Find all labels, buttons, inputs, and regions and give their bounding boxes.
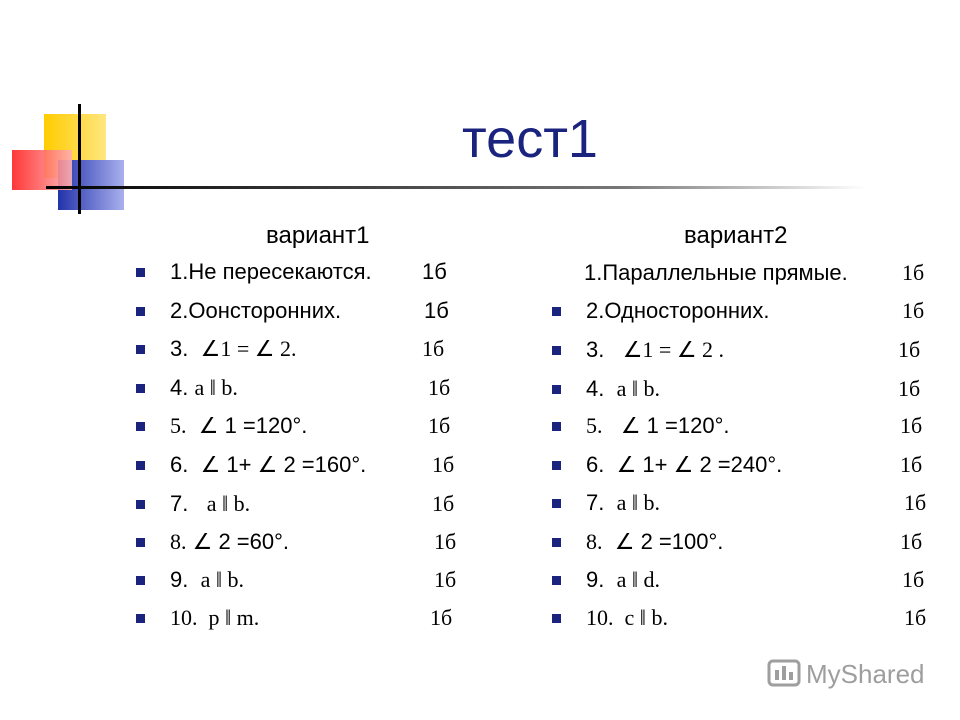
bullet-icon <box>552 538 561 547</box>
item-text: ∠ 1+ ∠ 2 =160°. <box>200 452 367 477</box>
item-points: 1б <box>424 298 449 323</box>
item-points: 1б <box>900 452 923 477</box>
item-text: ∠ 2 =60°. <box>192 529 290 554</box>
item-number: 3. <box>586 337 605 362</box>
item-number: 1. <box>170 259 189 284</box>
item-number: 9. <box>586 567 605 592</box>
variant2-heading: вариант2 <box>684 222 788 249</box>
item-text: a ‖ b. <box>206 491 251 516</box>
item-number: 10. <box>170 605 198 630</box>
item-number: 1. <box>584 260 603 285</box>
item-points: 1б <box>902 567 925 592</box>
item-number: 5. <box>170 413 187 438</box>
item-text: ∠ 1+ ∠ 2 =240°. <box>616 452 783 477</box>
bullet-icon <box>552 307 561 316</box>
item-text: p ‖ m. <box>208 605 260 630</box>
item-text: ∠ 2 =100°. <box>614 529 724 554</box>
item-text: Односторонних. <box>604 298 770 323</box>
item-number: 8. <box>586 529 603 554</box>
item-number: 6. <box>586 452 605 477</box>
item-number: 7. <box>586 490 605 515</box>
item-points: 1б <box>900 529 923 554</box>
item-number: 2. <box>586 298 605 323</box>
item-text: Оонсторонних. <box>188 298 342 323</box>
item-text: a ‖ d. <box>616 567 661 592</box>
bullet-icon <box>136 500 145 509</box>
item-number: 6. <box>170 452 189 477</box>
item-points: 1б <box>898 337 921 362</box>
item-points: 1б <box>428 413 451 438</box>
variant1-heading: вариант1 <box>266 222 370 249</box>
item-points: 1б <box>428 375 451 400</box>
bullet-icon <box>136 384 145 393</box>
item-text: a ‖ b. <box>616 490 661 515</box>
item-number: 3. <box>170 336 189 361</box>
bullet-icon <box>136 538 145 547</box>
slide-title: тест1 <box>462 109 598 169</box>
item-number: 4. <box>586 376 605 401</box>
item-text: ∠ 1 =120°. <box>198 413 308 438</box>
item-text: Параллельные прямые. <box>602 260 848 285</box>
item-points: 1б <box>422 336 445 361</box>
item-number: 4. <box>170 375 189 400</box>
item-points: 1б <box>902 298 925 323</box>
item-number: 2. <box>170 298 189 323</box>
bullet-icon <box>552 614 561 623</box>
bullet-icon <box>552 461 561 470</box>
item-number: 5. <box>586 413 603 438</box>
bullet-icon <box>136 345 145 354</box>
item-text: ∠1 = ∠ 2. <box>200 336 297 361</box>
bullet-icon <box>552 499 561 508</box>
bullet-icon <box>552 576 561 585</box>
bullet-icon <box>136 307 145 316</box>
watermark-text: MyShared <box>806 658 925 689</box>
item-text: Не пересекаются. <box>188 259 372 284</box>
item-text: ∠1 = ∠ 2 . <box>622 337 725 362</box>
item-text: a ‖ b. <box>616 376 661 401</box>
bullet-icon <box>552 385 561 394</box>
bullet-icon <box>552 346 561 355</box>
watermark <box>766 656 925 692</box>
item-points: 1б <box>430 605 453 630</box>
bullet-icon <box>136 422 145 431</box>
item-text: ∠ 1 =120°. <box>620 413 730 438</box>
bullet-icon <box>136 268 145 277</box>
bullet-icon <box>552 422 561 431</box>
item-points: 1б <box>432 452 455 477</box>
item-points: 1б <box>904 605 927 630</box>
item-points: 1б <box>422 259 447 284</box>
item-number: 9. <box>170 567 189 592</box>
item-text: a ‖ b. <box>194 375 238 400</box>
item-number: 10. <box>586 605 614 630</box>
item-points: 1б <box>898 376 921 401</box>
item-points: 1б <box>902 260 925 285</box>
item-points: 1б <box>900 413 923 438</box>
bullet-icon <box>136 576 145 585</box>
item-points: 1б <box>904 490 927 515</box>
item-number: 7. <box>170 491 189 516</box>
bullet-icon <box>136 614 145 623</box>
item-points: 1б <box>434 529 457 554</box>
item-text: a ‖ b. <box>200 567 245 592</box>
item-number: 8. <box>170 529 187 554</box>
myshared-logo-icon <box>766 656 802 692</box>
item-points: 1б <box>432 491 455 516</box>
item-points: 1б <box>434 567 457 592</box>
bullet-icon <box>136 461 145 470</box>
item-text: c ‖ b. <box>624 605 668 630</box>
